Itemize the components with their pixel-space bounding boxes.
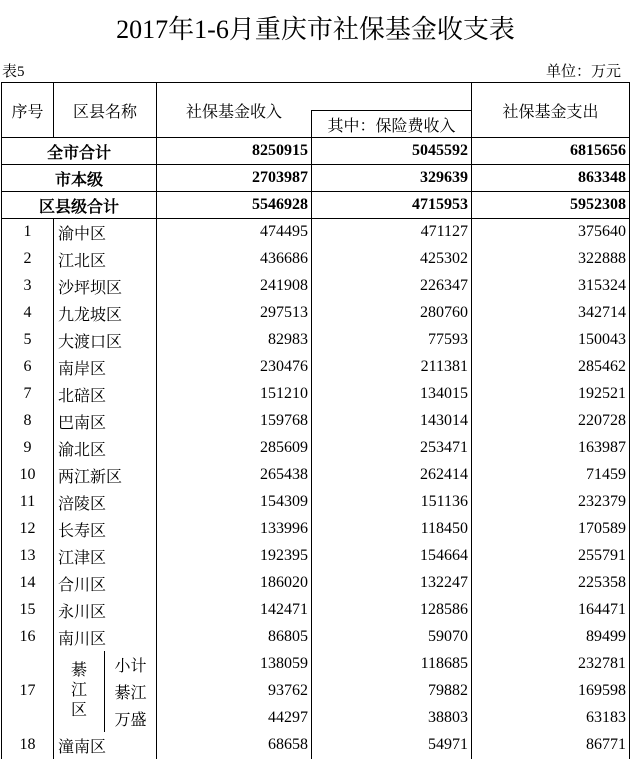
row-expense-value: 169598 [472,678,630,705]
row-premium-value: 118450 [312,516,472,543]
row-income-value: 93762 [157,678,312,705]
row-expense-value: 232379 [472,489,630,516]
row-premium-value: 54971 [312,732,472,759]
row-sub-name: 小计 [105,651,157,678]
row-district-name: 南川区 [54,624,157,651]
row-expense-value: 342714 [472,300,630,327]
row-premium-value: 134015 [312,381,472,408]
header-income-span [312,83,472,111]
summary-income-value: 8250915 [157,138,312,165]
table-row [2,381,630,408]
table-row [2,543,630,570]
table-row [2,597,630,624]
row-income-value: 44297 [157,705,312,732]
summary-expense-value: 6815656 [472,138,630,165]
row-premium-value: 262414 [312,462,472,489]
row-expense-value: 164471 [472,597,630,624]
table-body [2,138,630,759]
row-expense-value: 315324 [472,273,630,300]
row-expense-value: 285462 [472,354,630,381]
row-district-name: 北碚区 [54,381,157,408]
row-expense-value: 255791 [472,543,630,570]
summary-row [2,192,630,219]
row-expense-value: 225358 [472,570,630,597]
row-expense-value: 375640 [472,219,630,246]
row-seq: 17 [2,651,54,732]
row-income-value: 68658 [157,732,312,759]
table-row [2,273,630,300]
row-income-value: 474495 [157,219,312,246]
row-income-value: 82983 [157,327,312,354]
row-income-value: 133996 [157,516,312,543]
summary-premium-value: 329639 [312,165,472,192]
row-premium-value: 211381 [312,354,472,381]
table-label: 表5 [2,64,25,80]
table-row [2,732,630,759]
page-title: 2017年1-6月重庆市社保基金收支表 [116,15,515,44]
row-district-name: 合川区 [54,570,157,597]
row-premium-value: 143014 [312,408,472,435]
row-district-name: 永川区 [54,597,157,624]
row-expense-value: 150043 [472,327,630,354]
row-expense-value: 322888 [472,246,630,273]
row-district-name: 渝中区 [54,219,157,246]
row-premium-value: 118685 [312,651,472,678]
table-row [2,462,630,489]
table-header [2,83,630,138]
row-income-value: 186020 [157,570,312,597]
table-row [2,624,630,651]
row-seq: 15 [2,597,54,624]
table-row [2,435,630,462]
row-income-value: 142471 [157,597,312,624]
header-district: 区县名称 [54,83,157,138]
summary-row-label: 全市合计 [2,138,157,165]
row-seq: 16 [2,624,54,651]
row-expense-value: 232781 [472,651,630,678]
row-premium-value: 253471 [312,435,472,462]
row-income-value: 192395 [157,543,312,570]
row-district-name: 长寿区 [54,516,157,543]
summary-income-value: 5546928 [157,192,312,219]
row-seq: 8 [2,408,54,435]
header-expense: 社保基金支出 [472,83,630,138]
row-seq: 3 [2,273,54,300]
row-group-name-text: 綦江区 [71,662,88,719]
row-expense-value: 192521 [472,381,630,408]
row-income-value: 138059 [157,651,312,678]
table-row [2,327,630,354]
row-premium-value: 151136 [312,489,472,516]
row-seq: 14 [2,570,54,597]
row-income-value: 230476 [157,354,312,381]
row-district-name: 渝北区 [54,435,157,462]
row-district-name: 巴南区 [54,408,157,435]
row-seq: 5 [2,327,54,354]
row-premium-value: 132247 [312,570,472,597]
summary-expense-value: 5952308 [472,192,630,219]
row-premium-value: 425302 [312,246,472,273]
header-income: 社保基金收入 [157,83,312,138]
row-expense-value: 71459 [472,462,630,489]
row-seq: 6 [2,354,54,381]
row-district-name: 江北区 [54,246,157,273]
summary-row [2,138,630,165]
header-row [2,83,630,111]
row-seq: 10 [2,462,54,489]
row-district-name: 九龙坡区 [54,300,157,327]
row-expense-value: 170589 [472,516,630,543]
row-income-value: 265438 [157,462,312,489]
row-premium-value: 77593 [312,327,472,354]
row-seq: 11 [2,489,54,516]
row-income-value: 297513 [157,300,312,327]
row-district-name: 潼南区 [54,732,157,759]
row-sub-name: 万盛 [105,705,157,732]
header-seq: 序号 [2,83,54,138]
row-premium-value: 59070 [312,624,472,651]
row-district-name: 南岸区 [54,354,157,381]
row-income-value: 436686 [157,246,312,273]
row-district-name: 两江新区 [54,462,157,489]
row-seq: 12 [2,516,54,543]
row-seq: 4 [2,300,54,327]
row-district-name: 沙坪坝区 [54,273,157,300]
table-row [2,354,630,381]
row-group-name [54,651,105,732]
row-district-name: 大渡口区 [54,327,157,354]
table-row [2,408,630,435]
summary-income-value: 2703987 [157,165,312,192]
row-expense-value: 163987 [472,435,630,462]
row-seq: 2 [2,246,54,273]
table-row [2,300,630,327]
table-row [2,570,630,597]
summary-premium-value: 4715953 [312,192,472,219]
row-seq: 1 [2,219,54,246]
row-income-value: 159768 [157,408,312,435]
summary-expense-value: 863348 [472,165,630,192]
table-row [2,516,630,543]
summary-premium-value: 5045592 [312,138,472,165]
table-row [2,219,630,246]
table-row [2,651,630,678]
row-income-value: 86805 [157,624,312,651]
row-premium-value: 280760 [312,300,472,327]
summary-row-label: 市本级 [2,165,157,192]
row-income-value: 154309 [157,489,312,516]
data-table [1,82,630,759]
header-premium: 其中：保险费收入 [312,111,472,138]
row-expense-value: 89499 [472,624,630,651]
summary-row [2,165,630,192]
row-premium-value: 79882 [312,678,472,705]
row-sub-name: 綦江 [105,678,157,705]
row-income-value: 285609 [157,435,312,462]
row-income-value: 241908 [157,273,312,300]
row-income-value: 151210 [157,381,312,408]
row-seq: 7 [2,381,54,408]
row-premium-value: 128586 [312,597,472,624]
row-expense-value: 86771 [472,732,630,759]
row-expense-value: 220728 [472,408,630,435]
table-row [2,246,630,273]
row-seq: 9 [2,435,54,462]
row-district-name: 江津区 [54,543,157,570]
table-row [2,489,630,516]
row-seq: 18 [2,732,54,759]
unit-label: 单位：万元 [545,64,621,80]
summary-row-label: 区县级合计 [2,192,157,219]
row-premium-value: 471127 [312,219,472,246]
row-seq: 13 [2,543,54,570]
row-premium-value: 226347 [312,273,472,300]
row-district-name: 涪陵区 [54,489,157,516]
row-expense-value: 63183 [472,705,630,732]
row-premium-value: 154664 [312,543,472,570]
row-premium-value: 38803 [312,705,472,732]
